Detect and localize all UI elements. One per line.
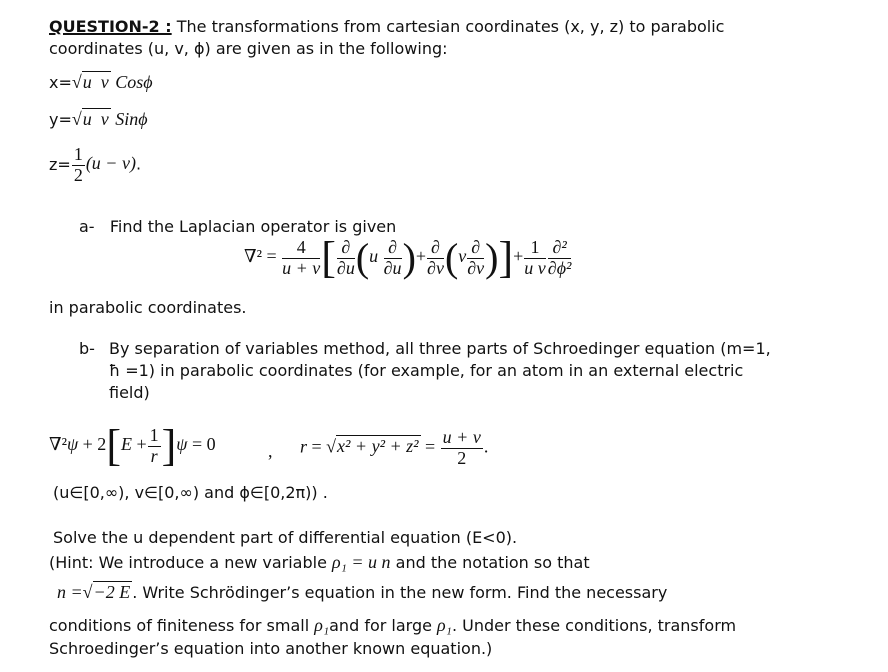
question-intro: The transformations from cartesian coordinates (x, y, z) to parabolic <box>171 17 725 36</box>
equation-y: y=√u v Sinϕ <box>49 109 148 129</box>
schrodinger-equation: ∇²ψ + 2[E + $\frac{1}{r}$ ]ψ = 0 <box>49 421 216 470</box>
part-b-line-2: ħ =1) in parabolic coordinates (for example, for an atom in an external electric <box>109 361 744 380</box>
part-a-text: Find the Laplacian operator is given <box>109 217 397 236</box>
n-definition-radicand: −2 E <box>93 582 131 602</box>
part-a-marker: a- <box>79 217 95 236</box>
comma-separator: , <box>268 441 273 461</box>
question-line-2: coordinates (u, v, ϕ) are given as in the following: <box>49 39 448 58</box>
coordinate-ranges: (u∈[0,∞), v∈[0,∞) and ϕ∈[0,2π)) . <box>53 483 328 502</box>
question-line-1 <box>49 19 724 35</box>
rho-small: ρ₁ <box>314 615 330 635</box>
rho-definition: ρ₁ = u n <box>332 552 391 572</box>
question-label: QUESTION-2 : <box>49 17 172 36</box>
solve-line-4: conditions of finiteness for small ρ₁and for large ρ₁. Under these conditions, transform <box>49 615 737 635</box>
part-a <box>79 219 396 235</box>
part-b-marker: b- <box>79 339 95 358</box>
equation-x: x=√u v Cosϕ <box>49 72 153 92</box>
part-a-after: in parabolic coordinates. <box>49 298 247 317</box>
solve-line-3: n =√−2 E . Write Schrödinger’s equation in the new form. Find the necessary <box>57 582 668 602</box>
part-b-line-1: By separation of variables method, all three parts of Schroedinger equation (m=1, <box>109 339 771 358</box>
solve-line-1: Solve the u dependent part of differential equation (E<0). <box>53 528 518 547</box>
solve-line-5: Schroedinger’s equation into another known equation.) <box>49 639 493 658</box>
solve-line-2: (Hint: We introduce a new variable ρ₁ = u n and the notation so that <box>49 552 590 572</box>
n-definition-prefix: n = <box>57 582 83 602</box>
rho-large: ρ₁ <box>437 615 452 635</box>
equation-z: z= $\frac{1}{2}$ (u − v). <box>49 144 142 185</box>
part-b-line-3: field) <box>109 383 150 402</box>
laplacian-equation: ∇² = $\frac{4}{u + v}$ [ ∂ ∂u (u ∂ ∂u )+ ∂ ∂v (v ∂ ∂v )]+ $\frac{1}{\text{u v}}$ ∂² ∂ϕ² <box>244 233 572 282</box>
r-definition: r = √x² + y² + z² = $\frac{u + v}{2}$ . <box>300 427 489 468</box>
